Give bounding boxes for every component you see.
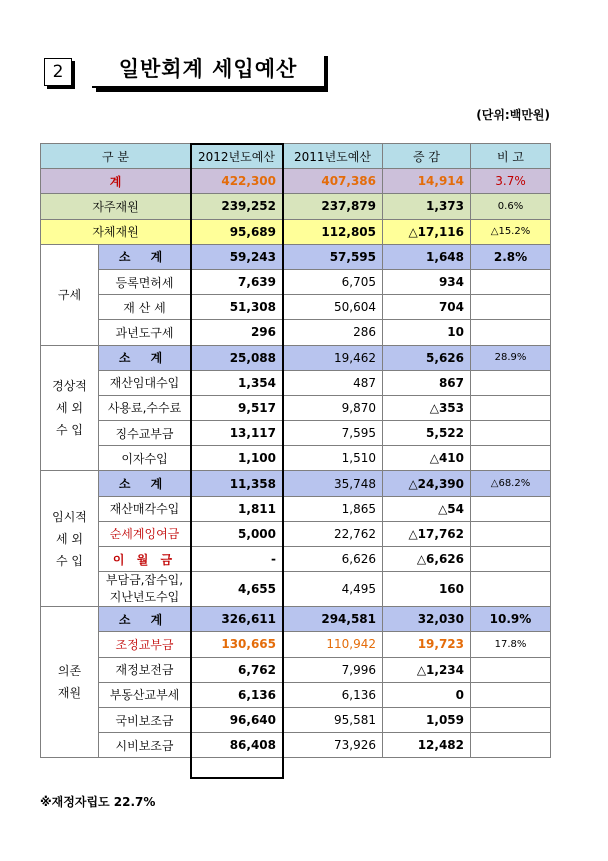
item-diff: △17,762 — [383, 521, 471, 546]
item-diff: 0 — [383, 682, 471, 707]
item-2012: 4,655 — [191, 572, 283, 607]
item-note — [471, 707, 551, 732]
item-label: 재산임대수입 — [99, 370, 191, 395]
table-row — [41, 657, 551, 682]
item-note — [471, 733, 551, 758]
table-row-dependent-subtotal — [41, 607, 551, 632]
item-note — [471, 269, 551, 294]
item-note — [471, 446, 551, 471]
item-diff: △353 — [383, 395, 471, 420]
subtotal-diff: 32,030 — [383, 607, 471, 632]
item-2012: 1,100 — [191, 446, 283, 471]
own-2012: 239,252 — [191, 194, 283, 219]
item-note — [471, 496, 551, 521]
item-label: 국비보조금 — [99, 707, 191, 732]
item-diff: 934 — [383, 269, 471, 294]
table-header-row — [41, 144, 551, 169]
header-category: 구 분 — [41, 144, 191, 169]
table-row — [41, 521, 551, 546]
table-row — [41, 632, 551, 657]
item-label: 부동산교부세 — [99, 682, 191, 707]
table-row — [41, 395, 551, 420]
item-2011: 286 — [283, 320, 383, 345]
table-row — [41, 572, 551, 607]
subtotal-2012: 25,088 — [191, 345, 283, 370]
total-2011: 407,386 — [283, 169, 383, 194]
total-label: 계 — [41, 169, 191, 194]
total-diff: 14,914 — [383, 169, 471, 194]
group-label-tax: 구세 — [41, 244, 99, 345]
self-2012: 95,689 — [191, 219, 283, 244]
group-label-recurring: 경상적 세 외 수 입 — [41, 345, 99, 471]
subtotal-2011: 35,748 — [283, 471, 383, 496]
own-label: 자주재원 — [41, 194, 191, 219]
table-row — [41, 269, 551, 294]
item-note: 17.8% — [471, 632, 551, 657]
group-label-temporary: 임시적 세 외 수 입 — [41, 471, 99, 607]
item-2012: 130,665 — [191, 632, 283, 657]
item-diff: 867 — [383, 370, 471, 395]
subtotal-note: 2.8% — [471, 244, 551, 269]
item-label: 재정보전금 — [99, 657, 191, 682]
total-note: 3.7% — [471, 169, 551, 194]
item-2012: 7,639 — [191, 269, 283, 294]
item-2011: 7,595 — [283, 421, 383, 446]
item-2011: 1,865 — [283, 496, 383, 521]
table-row — [41, 370, 551, 395]
table-row — [41, 733, 551, 758]
total-2012: 422,300 — [191, 169, 283, 194]
item-note — [471, 295, 551, 320]
item-note — [471, 521, 551, 546]
item-diff: 704 — [383, 295, 471, 320]
unit-label: (단위:백만원) — [476, 108, 550, 122]
table-row-recurring-subtotal — [41, 345, 551, 370]
item-note — [471, 421, 551, 446]
item-2011: 110,942 — [283, 632, 383, 657]
item-note — [471, 320, 551, 345]
item-label: 이 월 금 — [99, 547, 191, 572]
item-diff: △410 — [383, 446, 471, 471]
table-row-own-revenue — [41, 194, 551, 219]
item-diff: 1,059 — [383, 707, 471, 732]
item-note — [471, 657, 551, 682]
own-note: 0.6% — [471, 194, 551, 219]
item-diff: △6,626 — [383, 547, 471, 572]
item-note — [471, 682, 551, 707]
subtotal-note: 28.9% — [471, 345, 551, 370]
item-diff: 12,482 — [383, 733, 471, 758]
table-row — [41, 707, 551, 732]
subtotal-2012: 11,358 — [191, 471, 283, 496]
subtotal-note: △68.2% — [471, 471, 551, 496]
item-2011: 50,604 — [283, 295, 383, 320]
item-label: 조정교부금 — [99, 632, 191, 657]
item-2012: - — [191, 547, 283, 572]
subtotal-label: 소 계 — [99, 471, 191, 496]
item-2011: 6,626 — [283, 547, 383, 572]
footnote: ※재정자립도 22.7% — [40, 795, 156, 809]
table-row-temporary-subtotal — [41, 471, 551, 496]
item-label: 징수교부금 — [99, 421, 191, 446]
subtotal-2011: 57,595 — [283, 244, 383, 269]
item-2012: 13,117 — [191, 421, 283, 446]
item-label: 부담금,잡수입, 지난년도수입 — [99, 572, 191, 607]
own-diff: 1,373 — [383, 194, 471, 219]
header-note: 비 고 — [471, 144, 551, 169]
subtotal-label: 소 계 — [99, 607, 191, 632]
item-label: 순세계잉여금 — [99, 521, 191, 546]
table-row-total — [41, 169, 551, 194]
item-2011: 9,870 — [283, 395, 383, 420]
item-2011: 1,510 — [283, 446, 383, 471]
subtotal-diff: △24,390 — [383, 471, 471, 496]
item-2011: 6,705 — [283, 269, 383, 294]
item-label: 과년도구세 — [99, 320, 191, 345]
item-2011: 487 — [283, 370, 383, 395]
subtotal-2012: 326,611 — [191, 607, 283, 632]
item-note — [471, 547, 551, 572]
own-2011: 237,879 — [283, 194, 383, 219]
item-label: 등록면허세 — [99, 269, 191, 294]
table-row — [41, 421, 551, 446]
table-row — [41, 446, 551, 471]
item-2012: 6,762 — [191, 657, 283, 682]
section-title: 일반회계 세입예산 — [92, 52, 324, 88]
item-label: 시비보조금 — [99, 733, 191, 758]
item-2012: 86,408 — [191, 733, 283, 758]
item-label: 재 산 세 — [99, 295, 191, 320]
item-2012: 1,811 — [191, 496, 283, 521]
table-row — [41, 320, 551, 345]
item-2012: 9,517 — [191, 395, 283, 420]
table-row-tax-subtotal — [41, 244, 551, 269]
item-note — [471, 395, 551, 420]
revenue-budget-table — [40, 143, 551, 758]
item-2012: 1,354 — [191, 370, 283, 395]
item-2011: 73,926 — [283, 733, 383, 758]
subtotal-2012: 59,243 — [191, 244, 283, 269]
subtotal-label: 소 계 — [99, 345, 191, 370]
item-2012: 296 — [191, 320, 283, 345]
table-row — [41, 682, 551, 707]
subtotal-2011: 19,462 — [283, 345, 383, 370]
item-label: 사용료,수수료 — [99, 395, 191, 420]
item-diff: 10 — [383, 320, 471, 345]
header-2011: 2011년도예산 — [283, 144, 383, 169]
item-2011: 7,996 — [283, 657, 383, 682]
header-diff: 증 감 — [383, 144, 471, 169]
item-label: 재산매각수입 — [99, 496, 191, 521]
subtotal-diff: 5,626 — [383, 345, 471, 370]
item-diff: 5,522 — [383, 421, 471, 446]
self-label: 자체재원 — [41, 219, 191, 244]
item-diff: △1,234 — [383, 657, 471, 682]
item-note — [471, 572, 551, 607]
item-2012: 6,136 — [191, 682, 283, 707]
item-2012: 51,308 — [191, 295, 283, 320]
item-2012: 5,000 — [191, 521, 283, 546]
item-2011: 22,762 — [283, 521, 383, 546]
self-note: △15.2% — [471, 219, 551, 244]
table-row — [41, 496, 551, 521]
subtotal-diff: 1,648 — [383, 244, 471, 269]
item-2012: 96,640 — [191, 707, 283, 732]
item-2011: 95,581 — [283, 707, 383, 732]
item-diff: 160 — [383, 572, 471, 607]
self-2011: 112,805 — [283, 219, 383, 244]
self-diff: △17,116 — [383, 219, 471, 244]
subtotal-note: 10.9% — [471, 607, 551, 632]
subtotal-2011: 294,581 — [283, 607, 383, 632]
item-diff: 19,723 — [383, 632, 471, 657]
item-note — [471, 370, 551, 395]
item-label: 이자수입 — [99, 446, 191, 471]
table-row — [41, 547, 551, 572]
item-2011: 6,136 — [283, 682, 383, 707]
section-number: 2 — [44, 58, 72, 86]
subtotal-label: 소 계 — [99, 244, 191, 269]
header-2012: 2012년도예산 — [191, 144, 283, 169]
item-2011: 4,495 — [283, 572, 383, 607]
table-row — [41, 295, 551, 320]
table-row-self-revenue — [41, 219, 551, 244]
group-label-dependent: 의존 재원 — [41, 607, 99, 758]
item-diff: △54 — [383, 496, 471, 521]
